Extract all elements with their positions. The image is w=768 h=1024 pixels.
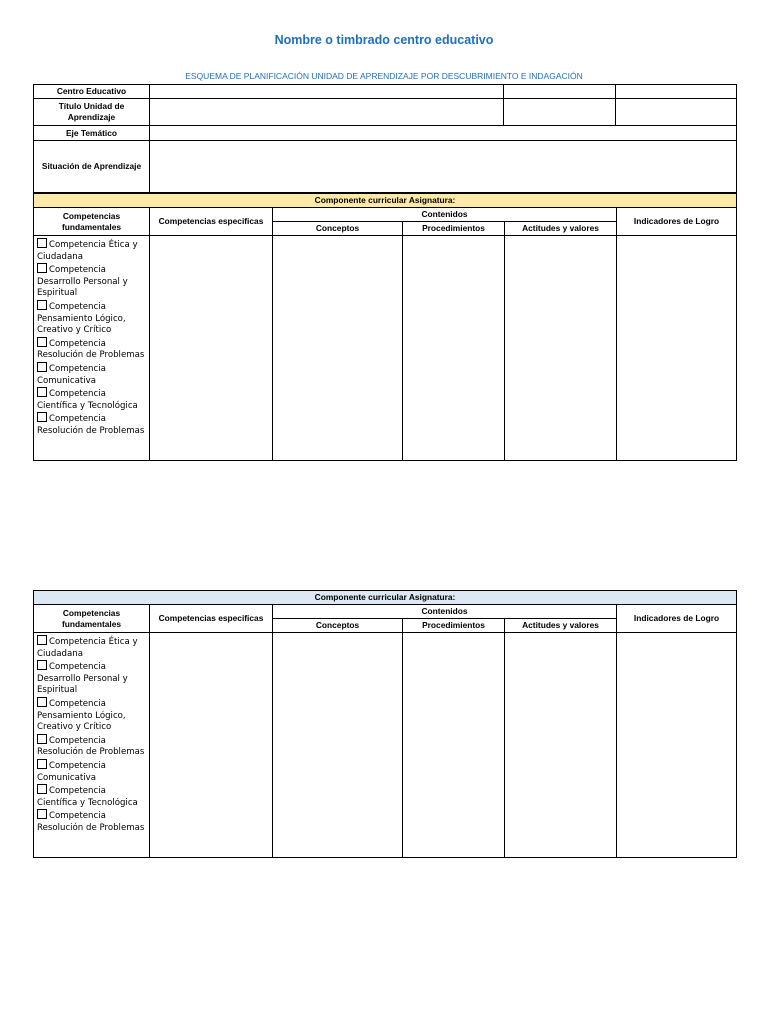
- checkbox-icon[interactable]: [37, 809, 47, 819]
- componente-curricular-header: Componente curricular Asignatura:: [34, 591, 737, 605]
- eje-tematico-label: Eje Temático: [34, 126, 150, 141]
- situacion-field[interactable]: [150, 141, 737, 193]
- procedimientos-header: Procedimientos: [403, 619, 505, 633]
- indicadores-header: Indicadores de Logro: [617, 605, 737, 633]
- checkbox-icon[interactable]: [37, 734, 47, 744]
- actitudes-header: Actitudes y valores: [505, 619, 617, 633]
- document-subtitle: ESQUEMA DE PLANIFICACIÓN UNIDAD DE APRENDIZAJE POR DESCUBRIMIENTO E INDAGACIÓN: [185, 71, 583, 81]
- component-table-2: [33, 590, 737, 858]
- competencias-especificas-cell[interactable]: [150, 633, 273, 858]
- componente-curricular-header: Componente curricular Asignatura:: [34, 194, 737, 208]
- competencias-especificas-cell[interactable]: [150, 236, 273, 461]
- titulo-unidad-label: Título Unidad de Aprendizaje: [34, 99, 150, 126]
- titulo-unidad-extra-2[interactable]: [616, 99, 737, 126]
- checkbox-icon[interactable]: [37, 759, 47, 769]
- check-item[interactable]: Competencia Resolución de Problemas: [37, 338, 145, 361]
- indicadores-cell[interactable]: [617, 236, 737, 461]
- check-item[interactable]: Competencia Científica y Tecnológica: [37, 786, 138, 808]
- check-item[interactable]: Competencia Resolución de Problemas: [37, 414, 145, 436]
- checkbox-icon[interactable]: [37, 387, 47, 397]
- competencias-fundamentales-header: Competencias fundamentales: [34, 208, 150, 236]
- checkbox-icon[interactable]: [37, 660, 47, 670]
- header-table: [33, 84, 737, 193]
- checkbox-icon[interactable]: [37, 300, 47, 310]
- contenidos-header: Contenidos: [273, 605, 617, 619]
- actitudes-cell[interactable]: [505, 633, 617, 858]
- checkbox-icon[interactable]: [37, 412, 47, 422]
- actitudes-header: Actitudes y valores: [505, 222, 617, 236]
- eje-tematico-field[interactable]: [150, 126, 737, 141]
- checkbox-icon[interactable]: [37, 697, 47, 707]
- indicadores-cell[interactable]: [617, 633, 737, 858]
- checkbox-icon[interactable]: [37, 238, 47, 248]
- check-item[interactable]: Competencia Resolución de Problemas: [37, 735, 145, 758]
- actitudes-cell[interactable]: [505, 236, 617, 461]
- conceptos-cell[interactable]: [273, 633, 403, 858]
- procedimientos-header: Procedimientos: [403, 222, 505, 236]
- centro-educativo-extra-2[interactable]: [616, 85, 737, 99]
- check-item[interactable]: Competencia Ética y Ciudadana: [37, 240, 138, 262]
- check-item[interactable]: Competencia Pensamiento Lógico, Creativo y Crítico: [37, 301, 126, 336]
- situacion-label: Situación de Aprendizaje: [34, 141, 150, 193]
- checkbox-icon[interactable]: [37, 362, 47, 372]
- checkbox-icon[interactable]: [37, 635, 47, 645]
- check-item[interactable]: Competencia Comunicativa: [37, 760, 106, 783]
- centro-educativo-label: Centro Educativo: [34, 85, 150, 99]
- check-item[interactable]: Competencia Desarrollo Personal y Espiritual: [37, 662, 128, 696]
- centro-educativo-extra-1[interactable]: [504, 85, 616, 99]
- centro-educativo-field[interactable]: [150, 85, 504, 99]
- check-item[interactable]: Competencia Desarrollo Personal y Espiritual: [37, 265, 128, 299]
- document-title: Nombre o timbrado centro educativo: [274, 33, 494, 47]
- procedimientos-cell[interactable]: [403, 236, 505, 461]
- competencias-checklist: [34, 633, 150, 858]
- competencias-fundamentales-header: Competencias fundamentales: [34, 605, 150, 633]
- conceptos-cell[interactable]: [273, 236, 403, 461]
- indicadores-header: Indicadores de Logro: [617, 208, 737, 236]
- check-item[interactable]: Competencia Científica y Tecnológica: [37, 389, 138, 411]
- component-table-1: [33, 193, 737, 461]
- checkbox-icon[interactable]: [37, 263, 47, 273]
- checkbox-icon[interactable]: [37, 784, 47, 794]
- competencias-checklist: [34, 236, 150, 461]
- conceptos-header: Conceptos: [273, 619, 403, 633]
- titulo-unidad-field[interactable]: [150, 99, 504, 126]
- check-item[interactable]: Competencia Pensamiento Lógico, Creativo y Crítico: [37, 698, 126, 733]
- check-item[interactable]: Competencia Resolución de Problemas: [37, 811, 145, 833]
- procedimientos-cell[interactable]: [403, 633, 505, 858]
- competencias-especificas-header: Competencias especificas: [150, 208, 273, 236]
- check-item[interactable]: Competencia Ética y Ciudadana: [37, 637, 138, 659]
- competencias-especificas-header: Competencias especificas: [150, 605, 273, 633]
- titulo-unidad-extra-1[interactable]: [504, 99, 616, 126]
- checkbox-icon[interactable]: [37, 337, 47, 347]
- conceptos-header: Conceptos: [273, 222, 403, 236]
- check-item[interactable]: Competencia Comunicativa: [37, 363, 106, 386]
- contenidos-header: Contenidos: [273, 208, 617, 222]
